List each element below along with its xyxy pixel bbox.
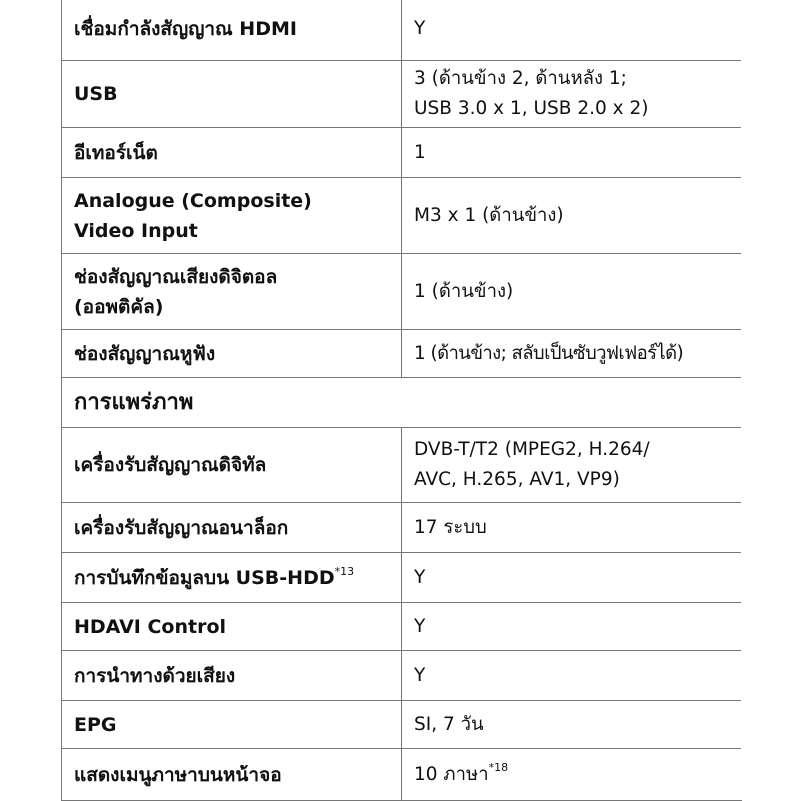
spec-label: เชื่อมกำลังสัญญาณ HDMI	[62, 0, 402, 61]
spec-table	[61, 0, 742, 801]
spec-value	[402, 749, 742, 801]
spec-label: เครื่องรับสัญญาณอนาล็อก	[62, 503, 402, 553]
section-header-row	[62, 378, 742, 428]
spec-label: เครื่องรับสัญญาณดิจิทัล	[62, 428, 402, 503]
spec-value: Y	[402, 603, 742, 651]
table-row	[62, 503, 742, 553]
spec-value: DVB-T/T2 (MPEG2, H.264/ AVC, H.265, AV1, VP9)	[402, 428, 742, 503]
spec-label: อีเทอร์เน็ต	[62, 128, 402, 178]
table-row	[62, 61, 742, 128]
spec-value: 17 ระบบ	[402, 503, 742, 553]
table-row	[62, 254, 742, 330]
spec-value: 1	[402, 128, 742, 178]
table-row	[62, 749, 742, 801]
spec-label: ช่องสัญญาณหูฟัง	[62, 330, 402, 378]
spec-value: Y	[402, 553, 742, 603]
table-row	[62, 330, 742, 378]
footnote-marker: *18	[488, 760, 509, 774]
spec-label: EPG	[62, 701, 402, 749]
spec-value: 3 (ด้านข้าง 2, ด้านหลัง 1; USB 3.0 x 1, USB 2.0 x 2)	[402, 61, 742, 128]
spec-value: M3 x 1 (ด้านข้าง)	[402, 178, 742, 254]
spec-label: ช่องสัญญาณเสียงดิจิตอล (ออพติคัล)	[62, 254, 402, 330]
spec-label-text: การบันทึกข้อมูลบน USB-HDD	[74, 566, 335, 589]
table-row	[62, 128, 742, 178]
footnote-marker: *13	[334, 564, 355, 578]
table-row	[62, 701, 742, 749]
spec-value: Y	[402, 651, 742, 701]
table-row	[62, 651, 742, 701]
spec-value: 1 (ด้านข้าง)	[402, 254, 742, 330]
table-row	[62, 603, 742, 651]
spec-label: Analogue (Composite) Video Input	[62, 178, 402, 254]
spec-label: การนำทางด้วยเสียง	[62, 651, 402, 701]
spec-label: USB	[62, 61, 402, 128]
table-row	[62, 428, 742, 503]
page-margin	[741, 0, 800, 800]
table-row	[62, 553, 742, 603]
table-row	[62, 0, 742, 61]
spec-value-text: 10 ภาษา	[414, 763, 489, 785]
spec-label: แสดงเมนูภาษาบนหน้าจอ	[62, 749, 402, 801]
spec-value: Y	[402, 0, 742, 61]
spec-label	[62, 553, 402, 603]
spec-value: 1 (ด้านข้าง; สลับเป็นซับวูฟเฟอร์ได้)	[402, 330, 742, 378]
spec-value: SI, 7 วัน	[402, 701, 742, 749]
table-row	[62, 178, 742, 254]
spec-label: HDAVI Control	[62, 603, 402, 651]
section-title: การแพร่ภาพ	[62, 378, 742, 428]
